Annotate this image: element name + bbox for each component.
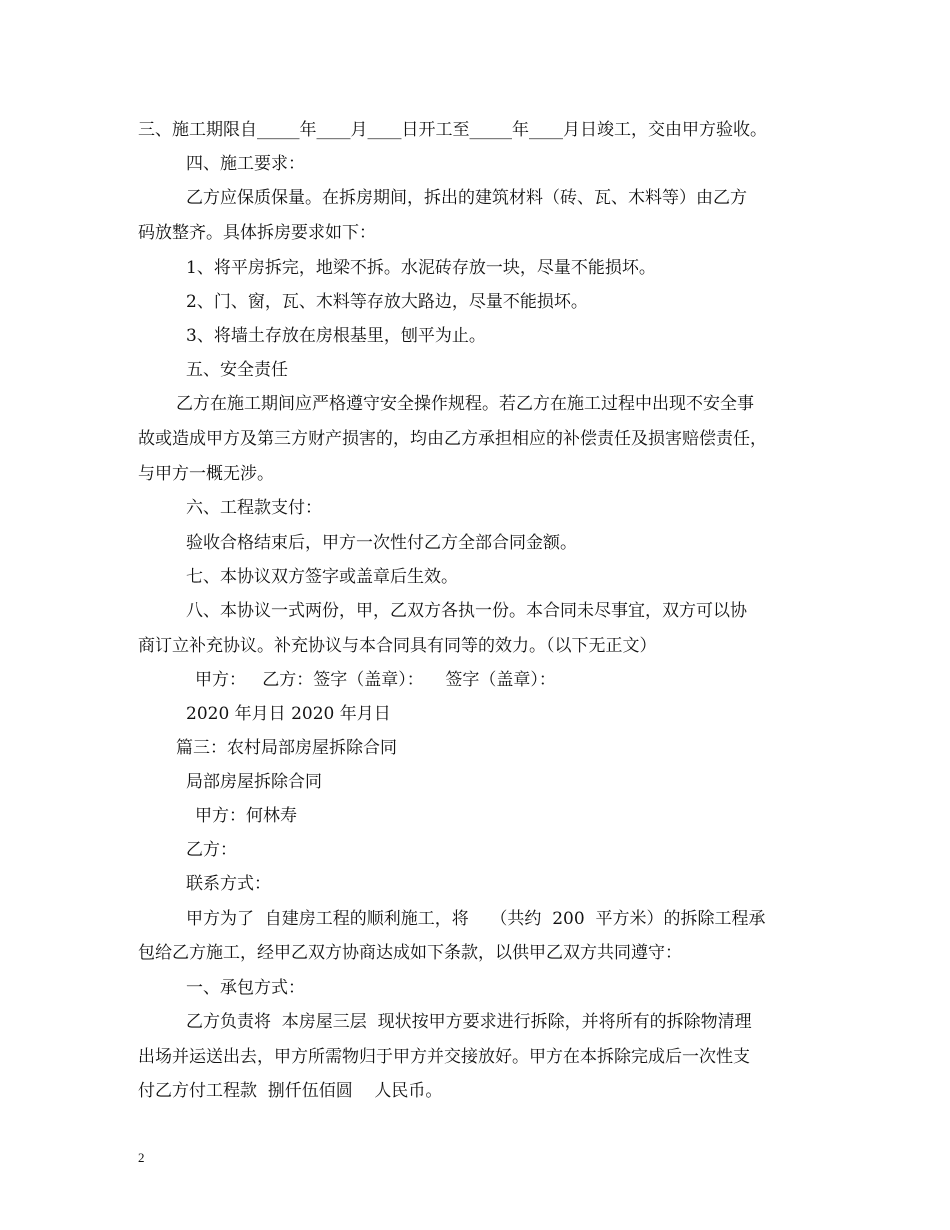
- section-3-construction-period: 三、施工期限自_____年____月____日开工至_____年____月日竣工，交由甲方验收。: [138, 120, 767, 140]
- section-7-line: 七、本协议双方签字或盖章后生效。: [186, 567, 458, 587]
- section-5-heading: 五、安全责任: [186, 360, 288, 380]
- paragraph-line: 故或造成甲方及第三方财产损害的，均由乙方承担相应的补偿责任及损害赔偿责任，: [138, 429, 767, 449]
- contract-title: 局部房屋拆除合同: [186, 772, 322, 792]
- paragraph-line: 验收合格结束后，甲方一次性付乙方全部合同金额。: [186, 533, 577, 553]
- chapter-title: 篇三：农村局部房屋拆除合同: [176, 738, 397, 758]
- signature-line: 甲方： 乙方：签字（盖章）： 签字（盖章）：: [195, 670, 556, 690]
- paragraph-line: 乙方应保质保量。在拆房期间，拆出的建筑材料（砖、瓦、木料等）由乙方: [186, 188, 747, 208]
- paragraph-line: 付乙方付工程款 捌仟伍佰圆 人民币。: [138, 1081, 443, 1101]
- section-4-heading: 四、施工要求：: [186, 154, 305, 174]
- paragraph-line: 乙方负责将 本房屋三层 现状按甲方要求进行拆除，并将所有的拆除物清理: [186, 1012, 752, 1032]
- requirement-item-1: 1、将平房拆完，地梁不拆。水泥砖存放一块，尽量不能损坏。: [186, 258, 656, 278]
- paragraph-line: 商订立补充协议。补充协议与本合同具有同等的效力。（以下无正文）: [138, 636, 657, 656]
- paragraph-line: 乙方在施工期间应严格遵守安全操作规程。若乙方在施工过程中出现不安全事: [176, 394, 754, 414]
- date-line: 2020 年月日 2020 年月日: [186, 704, 391, 724]
- party-a-line: 甲方：何林寿: [195, 806, 297, 826]
- requirement-item-2: 2、门、窗，瓦、木料等存放大路边，尽量不能损坏。: [186, 292, 588, 312]
- section-1-heading: 一、承包方式：: [186, 978, 305, 998]
- paragraph-line: 出场并运送出去，甲方所需物归于甲方并交接放好。甲方在本拆除完成后一次性支: [138, 1047, 750, 1067]
- paragraph-line: 与甲方一概无涉。: [138, 464, 274, 484]
- page-number: 2: [138, 1150, 145, 1165]
- paragraph-line: 码放整齐。具体拆房要求如下：: [138, 223, 376, 243]
- paragraph-line: 包给乙方施工，经甲乙双方协商达成如下条款，以供甲乙双方共同遵守：: [138, 943, 682, 963]
- party-b-line: 乙方：: [186, 840, 237, 860]
- section-6-heading: 六、工程款支付：: [186, 498, 322, 518]
- contact-line: 联系方式：: [186, 874, 271, 894]
- paragraph-line: 甲方为了 自建房工程的顺利施工，将 （共约 200 平方米）的拆除工程承: [186, 909, 766, 929]
- section-8-line: 八、本协议一式两份，甲，乙双方各执一份。本合同未尽事宜，双方可以协: [186, 601, 747, 621]
- requirement-item-3: 3、将墙土存放在房根基里，刨平为止。: [186, 326, 486, 346]
